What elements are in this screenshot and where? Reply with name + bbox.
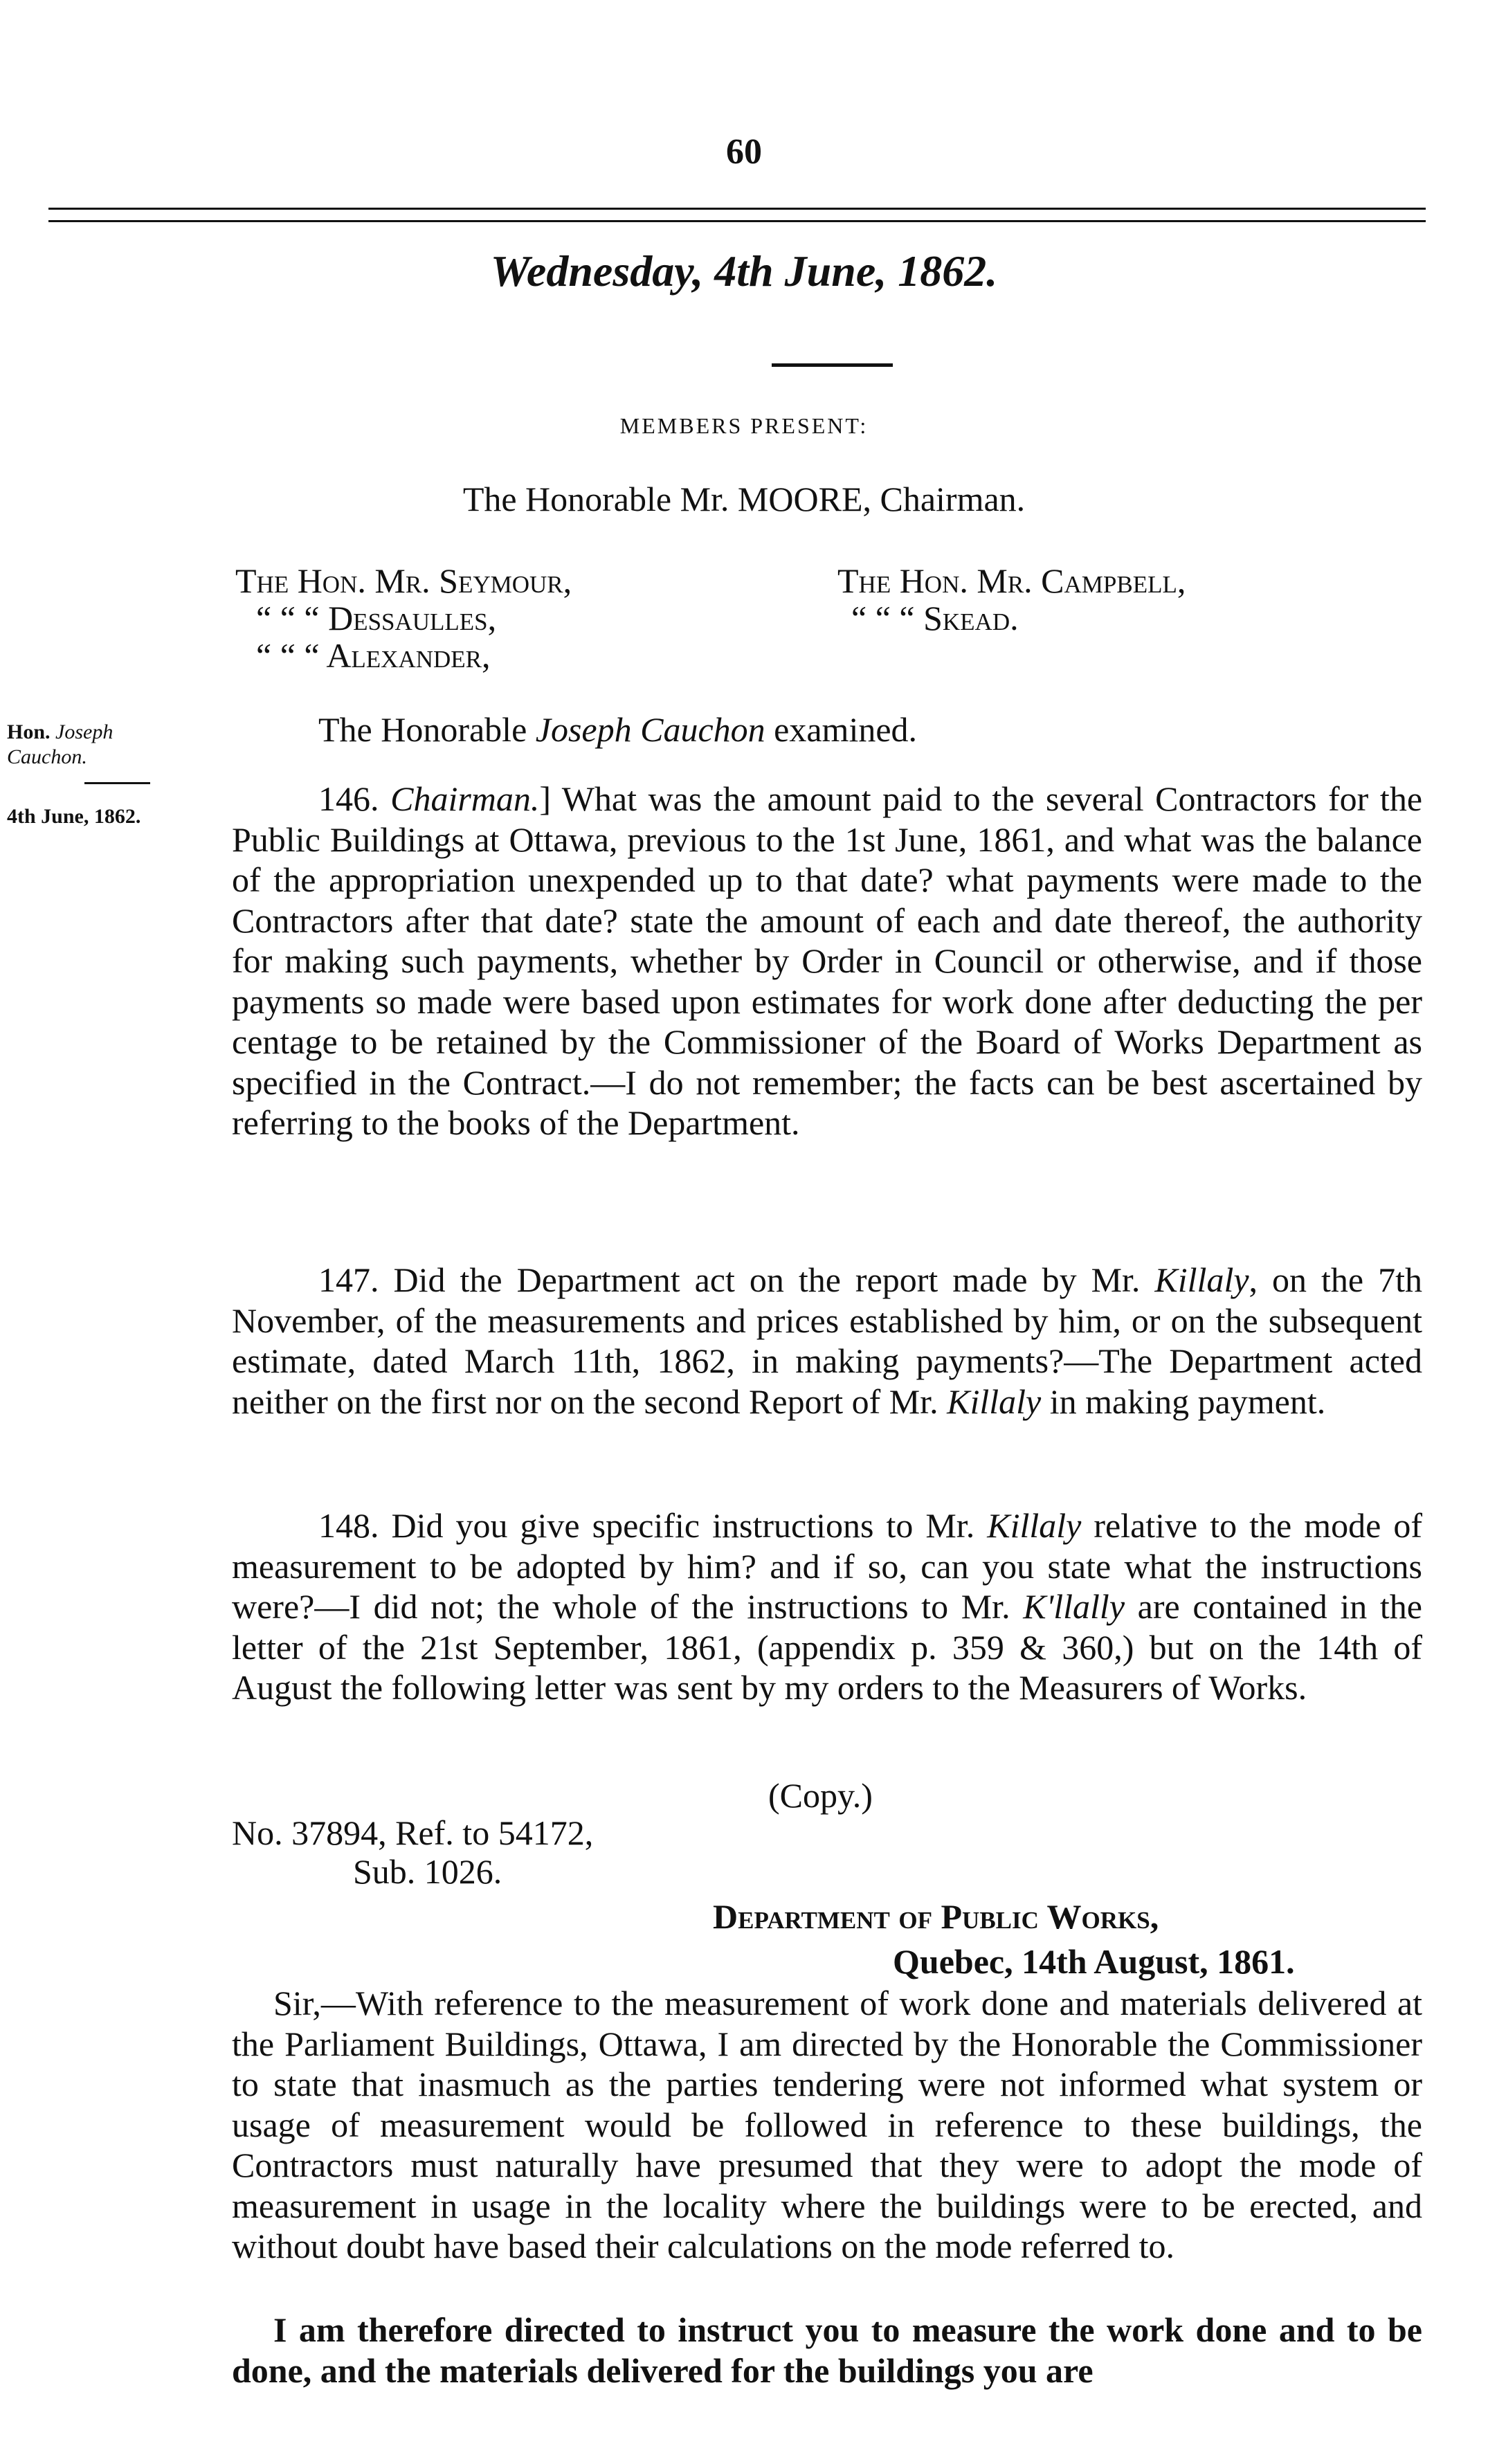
header-rule xyxy=(48,220,1426,222)
q147-part1: 147. Did the Department act on the report made by Mr. xyxy=(318,1260,1155,1299)
question-147 xyxy=(232,1260,1422,1422)
q146-speaker: Chairman. xyxy=(390,779,540,818)
q147-name1: Killaly xyxy=(1154,1260,1249,1299)
title-rule xyxy=(772,363,893,367)
question-146 xyxy=(232,779,1422,1143)
examined-prefix: The Honorable xyxy=(318,710,536,749)
examined-name: Joseph Cauchon xyxy=(535,710,765,749)
q146-text: ] What was the amount paid to the several Contractors for the Public Buildings at Ottawa, previous to the 1st June, 1861, and what was the balance of the appropriation unexpended up to that date? what payments were made to the Contractors after that date? state the amount of each and date thereof, the authority for making such payments, whether by Order in Council or otherwise, and if those payments so made were based upon estimates for work done after deducting the per centage to be retained by the Commissioner of the Board of Works Department as specified in the Contract.—I do not remember; the facts can be best ascertained by referring to the books of the Department. xyxy=(232,779,1423,1142)
margin-witness xyxy=(7,720,113,770)
letter-paragraph-2: I am therefore directed to instruct you to measure the work done and to be done, and the materials delivered for the buildings you are xyxy=(232,2310,1422,2390)
member-alexander: “ “ “ Alexander, xyxy=(256,636,491,675)
page-number: 60 xyxy=(726,132,762,172)
margin-witness-first: Joseph xyxy=(55,721,114,743)
witness-examined-line xyxy=(318,709,917,750)
q148-name2: K'llally xyxy=(1023,1587,1125,1626)
margin-rule xyxy=(84,782,150,784)
margin-witness-prefix: Hon. xyxy=(7,721,51,743)
member-seymour: The Hon. Mr. Seymour, xyxy=(235,561,572,600)
reference-number xyxy=(232,1813,593,1891)
q147-name2: Killaly xyxy=(947,1382,1042,1421)
copy-label: (Copy.) xyxy=(768,1776,873,1815)
header-rule xyxy=(48,208,1426,210)
q148-name1: Killaly xyxy=(987,1506,1082,1545)
member-dessaulles: “ “ “ Dessaulles, xyxy=(256,599,497,637)
question-148 xyxy=(232,1505,1422,1708)
members-present-heading: MEMBERS PRESENT: xyxy=(619,413,869,438)
examined-suffix: examined. xyxy=(765,710,918,749)
member-skead: “ “ “ Skead. xyxy=(851,599,1019,637)
q147-part2: , on the 7th November, of the measurements and prices established by him, or on the subsequent estimate, dated March 11th, 1862, in making payments?—The Department acted neither on the first nor on the second Report of Mr. xyxy=(232,1260,1422,1421)
margin-witness-last: Cauchon. xyxy=(7,745,87,768)
reference-line-2: Sub. 1026. xyxy=(353,1852,502,1891)
member-campbell: The Hon. Mr. Campbell, xyxy=(837,561,1186,600)
q147-part3: in making payment. xyxy=(1041,1382,1326,1421)
reference-line-1: No. 37894, Ref. to 54172, xyxy=(232,1813,594,1852)
q148-part2: relative to the mode of measurement to be adopted by him? and if so, can you state what the instructions were?—I did not; the whole of the instructions to Mr. xyxy=(232,1506,1422,1626)
margin-date: 4th June, 1862. xyxy=(7,805,141,828)
q148-part1: 148. Did you give specific instructions to Mr. xyxy=(318,1506,988,1545)
chairman-line: The Honorable Mr. MOORE, Chairman. xyxy=(462,480,1026,518)
department-place-date: Quebec, 14th August, 1861. xyxy=(893,1942,1295,1981)
date-heading: Wednesday, 4th June, 1862. xyxy=(490,246,998,296)
q148-part3: are contained in the letter of the 21st September, 1861, (appendix p. 359 & 360,) but on the 14th of August the following letter was sent by my orders to the Measurers of Works. xyxy=(232,1587,1422,1707)
department-name: Department of Public Works, xyxy=(713,1897,1159,1936)
q146-number: 146. xyxy=(318,779,391,818)
letter-paragraph-1: Sir,—With reference to the measurement of work done and materials delivered at the Parliament Buildings, Ottawa, I am directed by the Honorable the Commissioner to state that inasmuch as the parties tendering were not informed what system or usage of measurement would be followed in reference to these buildings, the Contractors must naturally have presumed that they were to adopt the mode of measurement in usage in the locality where the buildings were to be erected, and without doubt have based their calculations on the mode referred to. xyxy=(232,1984,1422,2265)
